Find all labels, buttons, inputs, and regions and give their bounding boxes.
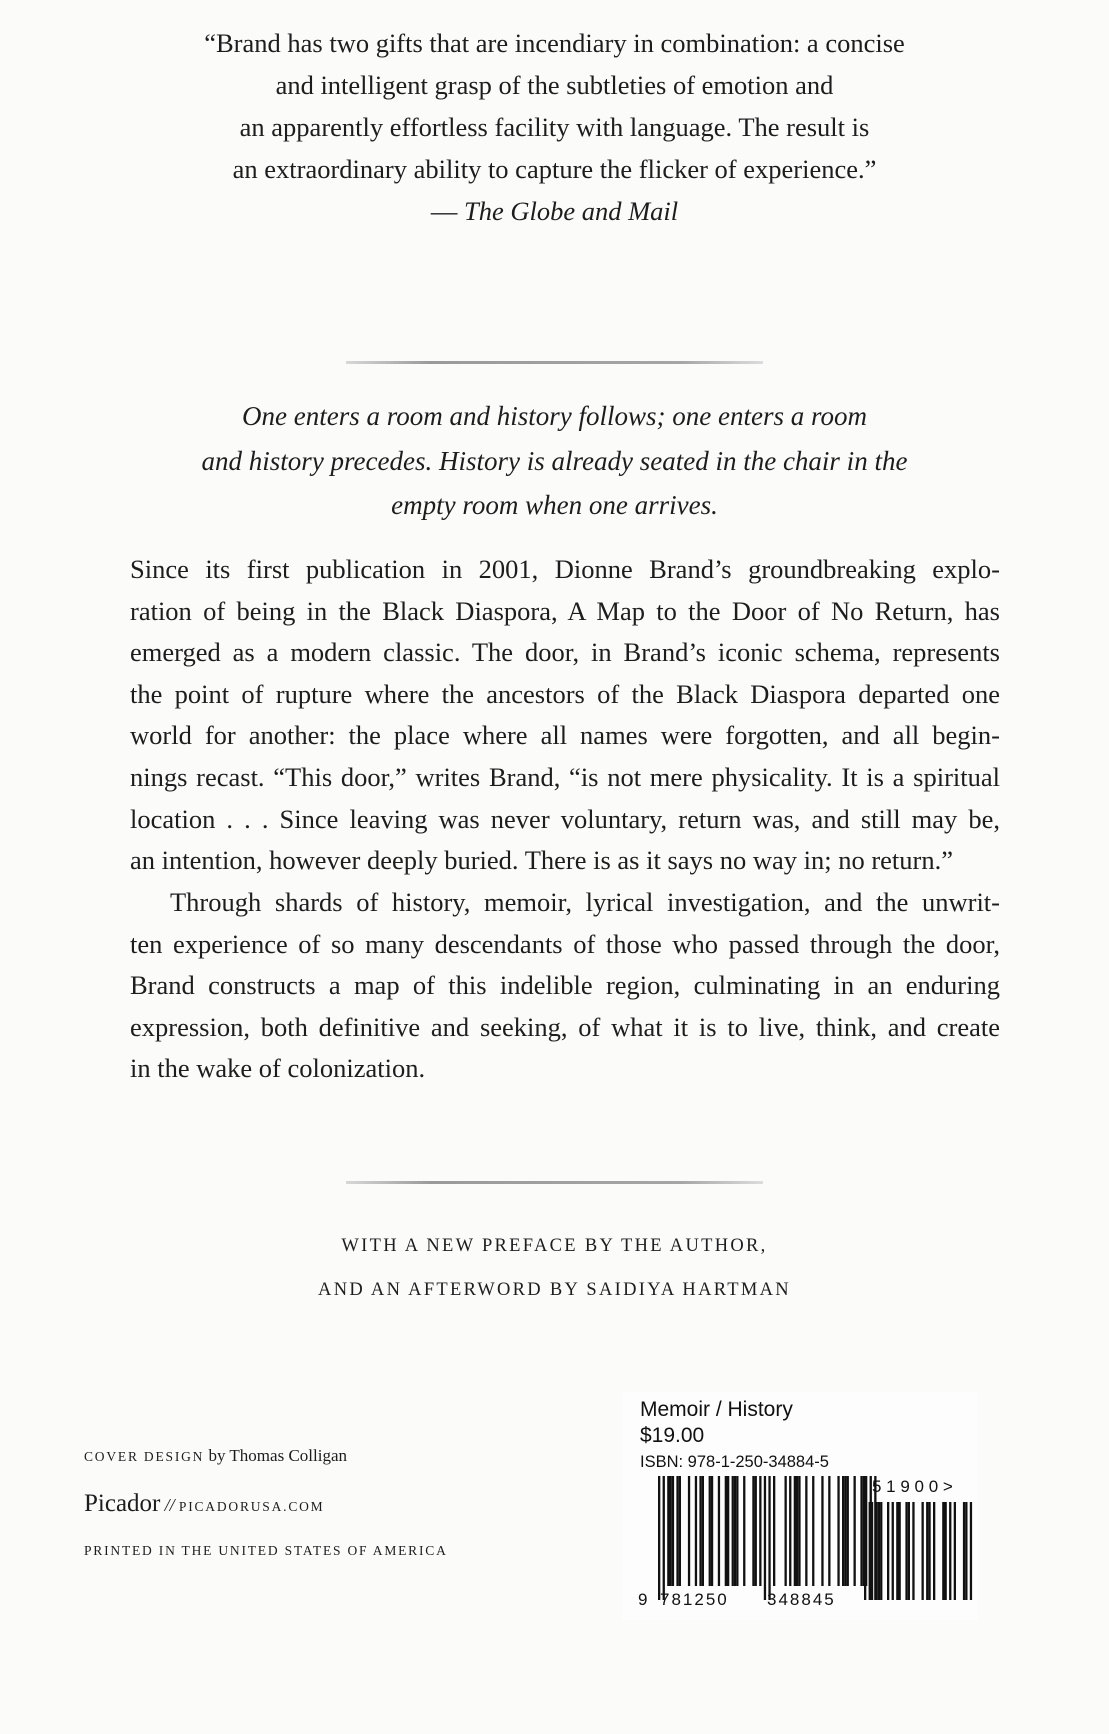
- review-quote: [0, 22, 1109, 232]
- publisher-website[interactable]: PICADORUSA.COM: [178, 1499, 325, 1514]
- barcode-bar: [699, 1476, 701, 1586]
- epigraph-line: and history precedes. History is already seated in the chair in the: [201, 445, 908, 476]
- review-line: “Brand has two gifts that are incendiary in combination: a concise: [204, 28, 905, 58]
- barcode-bar: [743, 1476, 745, 1586]
- epigraph-line: One enters a room and history follows; one enters a room: [242, 401, 867, 431]
- barcode-bar: [725, 1476, 727, 1586]
- barcode-bar: [847, 1476, 849, 1586]
- divider-rule: [346, 361, 763, 364]
- addon-barcode-bar: [945, 1502, 947, 1600]
- barcode-bar: [773, 1476, 775, 1586]
- barcode-bar: [844, 1476, 846, 1586]
- barcode-left-digits: 781250: [660, 1590, 729, 1609]
- barcode-bar: [821, 1476, 823, 1586]
- book-category: Memoir / History: [640, 1398, 793, 1421]
- review-source: The Globe and Mail: [463, 196, 679, 226]
- barcode-bar: [736, 1476, 738, 1586]
- barcode-bar: [667, 1476, 669, 1586]
- review-line: an apparently effortless facility with language. The result is: [239, 112, 870, 142]
- barcode-bar: [709, 1476, 711, 1586]
- barcode-bar: [842, 1476, 844, 1586]
- description-line: the point of rupture where the ancestors of the Black Diaspora departed one: [130, 678, 1000, 709]
- epigraph-line: empty room when one arrives.: [391, 490, 718, 520]
- review-line: an extraordinary ability to capture the flicker of experience.”: [232, 154, 877, 184]
- addon-barcode-bar: [878, 1502, 880, 1600]
- barcode-bar: [796, 1476, 798, 1586]
- cover-designer: by Thomas Colligan: [208, 1446, 347, 1465]
- description-line: ten experience of so many descendants of those who passed through the door,: [130, 928, 1000, 959]
- addon-barcode-bar: [954, 1502, 956, 1600]
- addon-barcode-bar: [926, 1502, 928, 1600]
- barcode-bar: [768, 1476, 770, 1600]
- addon-barcode-bar: [912, 1502, 914, 1600]
- barcode-sticker: [622, 1392, 978, 1620]
- publisher-line: [84, 1490, 325, 1518]
- description-paragraph-2: [130, 882, 1000, 1090]
- barcode-bar: [672, 1476, 674, 1586]
- addon-barcode-bar: [871, 1502, 873, 1600]
- barcode-bar: [860, 1476, 862, 1586]
- description-line: in the wake of colonization.: [130, 1053, 426, 1084]
- barcode-bar: [711, 1476, 713, 1586]
- addon-barcode-bar: [896, 1502, 898, 1600]
- book-price: $19.00: [640, 1424, 705, 1447]
- addon-barcode-bar: [892, 1502, 894, 1600]
- barcode-bar: [828, 1476, 830, 1586]
- epigraph: [0, 394, 1109, 528]
- barcode-bar: [688, 1476, 690, 1586]
- barcode-bar: [755, 1476, 757, 1586]
- addon-barcode-bar: [880, 1502, 882, 1600]
- edition-note: [0, 1224, 1109, 1312]
- addon-barcode-bar: [887, 1502, 889, 1600]
- divider-rule: [346, 1181, 763, 1184]
- barcode-bar: [764, 1476, 766, 1600]
- barcode-bar: [679, 1476, 681, 1586]
- barcode-right-digits: 348845: [767, 1590, 836, 1609]
- barcode-bar: [695, 1476, 697, 1586]
- edition-note-line: AND AN AFTERWORD BY SAIDIYA HARTMAN: [318, 1280, 791, 1300]
- publisher-logo: Picador: [84, 1490, 161, 1517]
- addon-barcode-bar: [908, 1502, 910, 1600]
- description-line: Since its first publication in 2001, Dionne Brand’s groundbreaking explo-: [130, 554, 1000, 584]
- barcode-bar: [727, 1476, 729, 1586]
- description-line: nings recast. “This door,” writes Brand, “is not mere physicality. It is a spiritual: [130, 761, 1000, 792]
- cover-design-label: COVER DESIGN: [84, 1449, 205, 1464]
- attribution-dash: —: [430, 196, 458, 226]
- addon-barcode-bar: [933, 1502, 935, 1600]
- barcode-bar: [663, 1476, 665, 1600]
- printed-in: PRINTED IN THE UNITED STATES OF AMERICA: [84, 1543, 448, 1558]
- barcode-bar: [734, 1476, 736, 1586]
- review-attribution: [0, 190, 1109, 232]
- description-line: world for another: the place where all names were forgotten, and all begin-: [130, 720, 1000, 751]
- barcode-bar: [837, 1476, 839, 1586]
- barcode-bar: [759, 1476, 761, 1586]
- addon-barcode-bar: [899, 1502, 901, 1600]
- barcode-first-digit: 9: [638, 1590, 650, 1609]
- barcode-bar: [658, 1476, 660, 1600]
- description-line: Through shards of history, memoir, lyrical investigation, and the unwrit-: [170, 887, 1000, 917]
- description-line: Brand constructs a map of this indelible region, culminating in an enduring: [130, 970, 1000, 1001]
- barcode-bar: [798, 1476, 800, 1586]
- edition-note-line: WITH A NEW PREFACE BY THE AUTHOR,: [341, 1236, 768, 1256]
- addon-barcode-bar: [876, 1502, 878, 1600]
- barcode-bar: [812, 1476, 814, 1586]
- addon-barcode-bar: [869, 1502, 871, 1600]
- barcode-bar: [670, 1476, 672, 1586]
- addon-barcode-bar: [949, 1502, 951, 1600]
- addon-barcode-bar: [970, 1502, 972, 1600]
- description-line: location . . . Since leaving was never voluntary, return was, and still may be,: [130, 803, 1000, 834]
- barcode-bar: [752, 1476, 754, 1586]
- barcode-bar: [854, 1476, 856, 1586]
- separator: //: [164, 1495, 175, 1515]
- barcode-bar: [702, 1476, 704, 1586]
- barcode-bar: [789, 1476, 791, 1586]
- barcode-bar: [676, 1476, 678, 1586]
- barcode-bar: [718, 1476, 720, 1586]
- description-paragraph-1: [130, 549, 1000, 882]
- addon-barcode-bar: [922, 1502, 924, 1600]
- description-line: an intention, however deeply buried. There is as it says no way in; no return.”: [130, 845, 954, 876]
- cover-design-credit: [84, 1446, 347, 1466]
- addon-barcode-bar: [928, 1502, 930, 1600]
- addon-barcode-bar: [905, 1502, 907, 1600]
- description-line: expression, both definitive and seeking, of what it is to live, think, and create: [130, 1011, 1000, 1042]
- barcode-bar: [732, 1476, 734, 1586]
- description-line: emerged as a modern classic. The door, in Brand’s iconic schema, represents: [130, 637, 1000, 668]
- barcode-bar: [785, 1476, 787, 1586]
- addon-barcode-bar: [963, 1502, 965, 1600]
- addon-barcode-bar: [965, 1502, 967, 1600]
- description-line: ration of being in the Black Diaspora, A Map to the Door of No Return, has: [130, 595, 1000, 626]
- barcode-bar: [794, 1476, 796, 1586]
- barcode-bar: [805, 1476, 807, 1586]
- addon-barcode-bar: [942, 1502, 944, 1600]
- addon-barcode-bar: [864, 1502, 866, 1600]
- price-addon-digits: 5 1 9 0 0 >: [872, 1477, 953, 1496]
- review-line: and intelligent grasp of the subtleties of emotion and: [275, 70, 834, 100]
- isbn-label: ISBN: 978-1-250-34884-5: [640, 1453, 829, 1471]
